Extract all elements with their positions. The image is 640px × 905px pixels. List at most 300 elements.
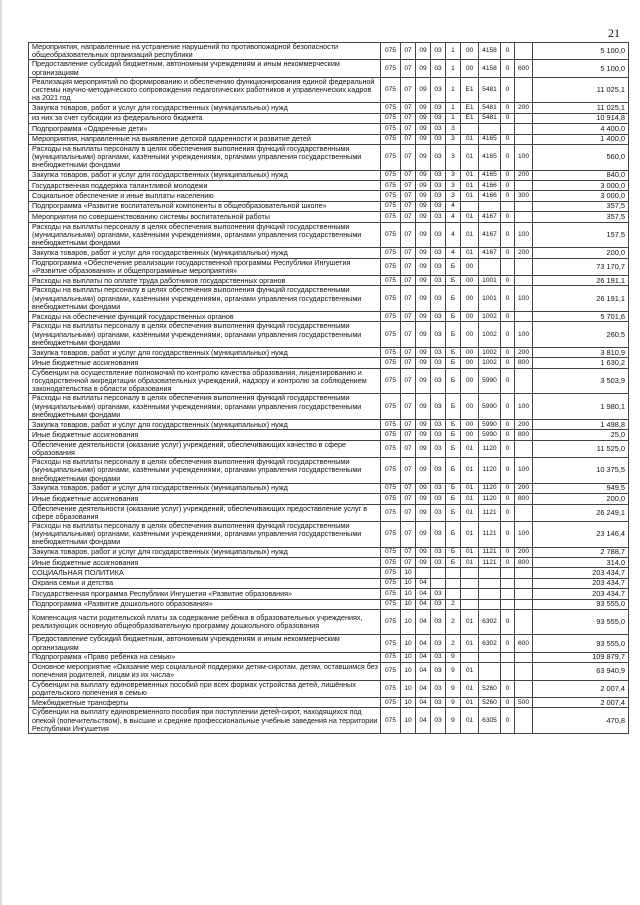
row-code: 03 <box>431 311 446 321</box>
row-code: 075 <box>381 286 401 312</box>
row-name: Государственная поддержка талантливой молодежи <box>29 180 381 190</box>
row-code: 07 <box>401 191 416 201</box>
row-code: 04 <box>416 609 431 635</box>
row-code: 075 <box>381 124 401 134</box>
row-code: 0 <box>501 504 515 521</box>
row-code: 04 <box>416 680 431 697</box>
row-code: 0 <box>501 368 515 394</box>
row-code <box>501 568 515 578</box>
row-code: 6302 <box>479 635 501 652</box>
table-row <box>29 440 629 457</box>
row-code: 09 <box>416 521 431 547</box>
row-code: Б <box>446 483 461 493</box>
row-code: 075 <box>381 394 401 420</box>
row-code: 07 <box>401 368 416 394</box>
row-code: 01 <box>461 521 479 547</box>
row-code: 07 <box>401 258 416 275</box>
row-amount: 25,0 <box>533 430 629 440</box>
row-code <box>479 124 501 134</box>
row-code: 075 <box>381 635 401 652</box>
row-code: 09 <box>416 43 431 60</box>
row-code: 04 <box>416 635 431 652</box>
row-amount: 93 555,0 <box>533 609 629 635</box>
row-code: 00 <box>461 430 479 440</box>
row-code: 4167 <box>479 212 501 222</box>
row-code: 10 <box>401 708 416 734</box>
row-code: 0 <box>501 311 515 321</box>
row-code: 01 <box>461 134 479 144</box>
row-amount: 4 400,0 <box>533 124 629 134</box>
row-code: 07 <box>401 43 416 60</box>
table-row <box>29 347 629 357</box>
table-row <box>29 609 629 635</box>
row-code: 07 <box>401 201 416 211</box>
row-name: Расходы на выплаты персоналу в целях обеспечения выполнения функций государственными (муниципальными) органами, казёнными учреждениями, органами управления государственными внебюджетными фондами <box>29 458 381 484</box>
row-code: 01 <box>461 680 479 697</box>
row-code: 10 <box>401 609 416 635</box>
table-row <box>29 483 629 493</box>
row-code <box>515 201 533 211</box>
row-code: 0 <box>501 635 515 652</box>
row-code: 03 <box>431 504 446 521</box>
row-code <box>461 578 479 588</box>
row-code <box>501 663 515 680</box>
row-code: 03 <box>431 557 446 567</box>
row-code: 10 <box>401 599 416 609</box>
row-name: Расходы на выплаты персоналу в целях обеспечения выполнения функций государственными (муниципальными) органами, казёнными учреждениями, органами управления государственными внебюджетными фондами <box>29 521 381 547</box>
row-code: 800 <box>515 430 533 440</box>
row-code: 04 <box>416 708 431 734</box>
row-code: 00 <box>461 347 479 357</box>
row-code: 800 <box>515 494 533 504</box>
row-code: 0 <box>501 43 515 60</box>
row-code: 01 <box>461 708 479 734</box>
row-amount: 1 630,2 <box>533 358 629 368</box>
row-code: 5481 <box>479 77 501 103</box>
row-code: Б <box>446 347 461 357</box>
row-code: 4 <box>446 248 461 258</box>
row-code: 04 <box>416 589 431 599</box>
table-row <box>29 124 629 134</box>
row-amount: 2 007,4 <box>533 680 629 697</box>
row-code: 0 <box>501 557 515 567</box>
row-code: 00 <box>461 311 479 321</box>
row-code <box>479 201 501 211</box>
row-code: 1120 <box>479 440 501 457</box>
row-code: 5990 <box>479 368 501 394</box>
row-code: 07 <box>401 494 416 504</box>
row-code: Б <box>446 311 461 321</box>
row-code: 0 <box>501 609 515 635</box>
row-name: Расходы на выплаты по оплате труда работников государственных органов <box>29 275 381 285</box>
row-name: Закупка товаров, работ и услуг для государственных (муниципальных) нужд <box>29 103 381 113</box>
row-code: 075 <box>381 547 401 557</box>
row-code: 100 <box>515 458 533 484</box>
row-code: 075 <box>381 60 401 77</box>
table-row <box>29 103 629 113</box>
table-row <box>29 504 629 521</box>
table-row <box>29 222 629 248</box>
row-code: 00 <box>461 322 479 348</box>
row-code: 4 <box>446 201 461 211</box>
row-code: 075 <box>381 248 401 258</box>
row-code: 0 <box>501 394 515 420</box>
row-code: 0 <box>501 191 515 201</box>
row-amount: 949,5 <box>533 483 629 493</box>
row-name: СОЦИАЛЬНАЯ ПОЛИТИКА <box>29 568 381 578</box>
row-name: Обеспечение деятельности (оказание услуг) учреждений, обеспечивающих предоставление услуг в сфере образования <box>29 504 381 521</box>
row-code: 1121 <box>479 547 501 557</box>
row-code: 09 <box>416 347 431 357</box>
row-code: 09 <box>416 440 431 457</box>
budget-table-wrapper <box>28 42 628 734</box>
page-number: 21 <box>608 26 620 40</box>
row-code: 07 <box>401 77 416 103</box>
row-code: 07 <box>401 458 416 484</box>
row-code: 075 <box>381 680 401 697</box>
row-code: Б <box>446 358 461 368</box>
row-code: Б <box>446 494 461 504</box>
row-code: 075 <box>381 134 401 144</box>
row-code <box>461 201 479 211</box>
row-code: 03 <box>431 358 446 368</box>
row-code: 04 <box>416 663 431 680</box>
budget-table-body <box>29 43 629 734</box>
row-code: 07 <box>401 212 416 222</box>
row-code <box>431 568 446 578</box>
row-code: 03 <box>431 286 446 312</box>
row-code: 075 <box>381 578 401 588</box>
row-code <box>446 578 461 588</box>
row-code: 2 <box>446 609 461 635</box>
row-name: Компенсация части родительской платы за содержание ребёнка в образовательных учреждениях, реализующих основную общеобразовательную программу дошкольного образования <box>29 609 381 635</box>
row-code: 1002 <box>479 358 501 368</box>
row-amount: 3 810,9 <box>533 347 629 357</box>
table-row <box>29 170 629 180</box>
row-code <box>431 578 446 588</box>
row-name: Расходы на выплаты персоналу в целях обеспечения выполнения функций государственными (муниципальными) органами, казёнными учреждениями, органами управления государственными внебюджетными фондами <box>29 222 381 248</box>
row-amount: 26 249,1 <box>533 504 629 521</box>
row-name: Расходы на выплаты персоналу в целях обеспечения выполнения функций государственными (муниципальными) органами, казёнными учреждениями, органами управления государственными внебюджетными фондами <box>29 144 381 170</box>
table-row <box>29 568 629 578</box>
row-code: 09 <box>416 201 431 211</box>
row-code: 1002 <box>479 311 501 321</box>
table-row <box>29 201 629 211</box>
row-code: 0 <box>501 708 515 734</box>
row-amount: 203 434,7 <box>533 568 629 578</box>
row-code: 09 <box>416 180 431 190</box>
row-name: Основное мероприятие «Оказание мер социальной поддержки детям-сиротам, детям, оставшимся без попечения родителей, лицам из их числа» <box>29 663 381 680</box>
row-code <box>515 440 533 457</box>
row-code: 075 <box>381 440 401 457</box>
row-code: 1 <box>446 113 461 123</box>
row-code <box>479 258 501 275</box>
row-code: 01 <box>461 635 479 652</box>
row-code <box>479 663 501 680</box>
row-code: 0 <box>501 180 515 190</box>
row-amount: 2 788,7 <box>533 547 629 557</box>
row-name: Расходы на обеспечение функций государственных органов <box>29 311 381 321</box>
row-code: 09 <box>416 144 431 170</box>
row-code: Б <box>446 368 461 394</box>
row-amount: 357,5 <box>533 212 629 222</box>
row-name: Закупка товаров, работ и услуг для государственных (муниципальных) нужд <box>29 170 381 180</box>
row-code: 01 <box>461 212 479 222</box>
row-name: Социальное обеспечение и иные выплаты населению <box>29 191 381 201</box>
row-code: 0 <box>501 144 515 170</box>
row-code: 01 <box>461 504 479 521</box>
row-code: 03 <box>431 258 446 275</box>
row-code: 0 <box>501 494 515 504</box>
row-code: 2 <box>446 599 461 609</box>
row-code: 075 <box>381 113 401 123</box>
row-amount: 200,0 <box>533 494 629 504</box>
row-code: 1121 <box>479 557 501 567</box>
row-code: 09 <box>416 134 431 144</box>
row-code: 0 <box>501 483 515 493</box>
row-code: 075 <box>381 201 401 211</box>
row-code: 00 <box>461 419 479 429</box>
row-code: 5481 <box>479 113 501 123</box>
row-name: Подпрограмма «Право ребёнка на семью» <box>29 652 381 662</box>
row-amount: 1 498,8 <box>533 419 629 429</box>
row-name: Закупка товаров, работ и услуг для государственных (муниципальных) нужд <box>29 547 381 557</box>
row-code: 0 <box>501 419 515 429</box>
row-amount: 63 940,9 <box>533 663 629 680</box>
row-code: 01 <box>461 494 479 504</box>
row-code: 100 <box>515 222 533 248</box>
row-code: 100 <box>515 322 533 348</box>
row-code: Б <box>446 322 461 348</box>
row-code: 0 <box>501 134 515 144</box>
row-code: 03 <box>431 43 446 60</box>
row-amount: 2 007,4 <box>533 698 629 708</box>
row-amount: 93 555,0 <box>533 635 629 652</box>
scan-edge <box>0 0 2 905</box>
row-code: 075 <box>381 589 401 599</box>
row-code: 4167 <box>479 248 501 258</box>
row-code: 00 <box>461 358 479 368</box>
row-code: 1 <box>446 43 461 60</box>
row-code: Б <box>446 521 461 547</box>
row-code: 4166 <box>479 191 501 201</box>
row-code: 07 <box>401 504 416 521</box>
row-code: 09 <box>416 124 431 134</box>
table-row <box>29 419 629 429</box>
row-code: 03 <box>431 124 446 134</box>
row-code: 075 <box>381 663 401 680</box>
row-code: 03 <box>431 609 446 635</box>
row-code: 09 <box>416 419 431 429</box>
row-name: Обеспечение деятельности (оказание услуг) учреждений, обеспечивающих качество в сфере образования <box>29 440 381 457</box>
row-code: 9 <box>446 652 461 662</box>
row-code: 03 <box>431 430 446 440</box>
row-name: Иные бюджетные ассигнования <box>29 494 381 504</box>
row-code <box>501 589 515 599</box>
row-code: 03 <box>431 103 446 113</box>
row-code: 3 <box>446 134 461 144</box>
row-code: 4158 <box>479 60 501 77</box>
row-code: 0 <box>501 358 515 368</box>
row-amount: 3 000,0 <box>533 180 629 190</box>
row-code <box>461 599 479 609</box>
row-code: 10 <box>401 578 416 588</box>
row-code: 04 <box>416 578 431 588</box>
row-name: Подпрограмма «Обеспечение реализации государственной программы Республики Ингушетия «Развитие образования» и общепрограммные мероприятия» <box>29 258 381 275</box>
row-code: 800 <box>515 358 533 368</box>
row-code <box>515 589 533 599</box>
row-code: Б <box>446 458 461 484</box>
row-code: 3 <box>446 170 461 180</box>
row-code <box>461 568 479 578</box>
row-code <box>515 609 533 635</box>
row-amount: 5 100,0 <box>533 43 629 60</box>
row-code: 07 <box>401 322 416 348</box>
budget-table <box>28 42 629 734</box>
table-row <box>29 358 629 368</box>
row-code: 0 <box>501 698 515 708</box>
row-code: 01 <box>461 191 479 201</box>
row-amount: 470,8 <box>533 708 629 734</box>
row-code: 100 <box>515 286 533 312</box>
row-code: 0 <box>501 275 515 285</box>
row-code: 01 <box>461 248 479 258</box>
table-row <box>29 77 629 103</box>
row-code: 1 <box>446 103 461 113</box>
row-code: 09 <box>416 60 431 77</box>
row-code: 1120 <box>479 483 501 493</box>
row-code: 10 <box>401 663 416 680</box>
row-code <box>446 568 461 578</box>
row-code: 075 <box>381 180 401 190</box>
row-code: 04 <box>416 599 431 609</box>
row-code: Б <box>446 275 461 285</box>
row-code: 075 <box>381 652 401 662</box>
row-code <box>501 599 515 609</box>
row-code: 09 <box>416 286 431 312</box>
row-code: 4165 <box>479 170 501 180</box>
row-code: 01 <box>461 557 479 567</box>
row-code: 01 <box>461 483 479 493</box>
row-code: 03 <box>431 322 446 348</box>
row-code: 04 <box>416 652 431 662</box>
row-code <box>461 652 479 662</box>
row-code: 1002 <box>479 347 501 357</box>
row-code: 075 <box>381 430 401 440</box>
row-code: 07 <box>401 430 416 440</box>
row-amount: 203 434,7 <box>533 589 629 599</box>
row-code: 03 <box>431 680 446 697</box>
row-code: 9 <box>446 680 461 697</box>
row-code: 075 <box>381 599 401 609</box>
row-code <box>515 275 533 285</box>
row-code: 200 <box>515 419 533 429</box>
row-name: Иные бюджетные ассигнования <box>29 557 381 567</box>
row-code: 03 <box>431 60 446 77</box>
row-name: Подпрограмма «Одаренные дети» <box>29 124 381 134</box>
row-code: 075 <box>381 43 401 60</box>
row-code: 4 <box>446 222 461 248</box>
row-code: 00 <box>461 43 479 60</box>
row-code: 09 <box>416 77 431 103</box>
table-row <box>29 663 629 680</box>
table-row <box>29 322 629 348</box>
row-code: 07 <box>401 286 416 312</box>
row-code: 09 <box>416 504 431 521</box>
row-amount: 840,0 <box>533 170 629 180</box>
row-amount: 73 170,7 <box>533 258 629 275</box>
row-code: 07 <box>401 394 416 420</box>
row-code: 00 <box>461 368 479 394</box>
table-row <box>29 589 629 599</box>
row-code: 03 <box>431 494 446 504</box>
row-code: 075 <box>381 568 401 578</box>
row-code: 0 <box>501 60 515 77</box>
row-name: Предоставление субсидий бюджетным, автономным учреждениям и иным некоммерческим организациям <box>29 60 381 77</box>
row-code: 03 <box>431 663 446 680</box>
row-code: 0 <box>501 547 515 557</box>
row-code: 09 <box>416 483 431 493</box>
row-code: 01 <box>461 144 479 170</box>
row-code <box>461 124 479 134</box>
row-code: 075 <box>381 557 401 567</box>
row-amount: 26 191,1 <box>533 275 629 285</box>
row-name: Субвенции на осуществление полномочий по контролю качества образования, лицензированию и государственной аккредитации образовательных учреждений, надзору и контролю за соблюдением законодательства в области образования <box>29 368 381 394</box>
row-code: 0 <box>501 430 515 440</box>
row-code: 09 <box>416 212 431 222</box>
row-code: 03 <box>431 599 446 609</box>
row-code: 03 <box>431 698 446 708</box>
row-code <box>515 113 533 123</box>
row-code: 07 <box>401 557 416 567</box>
row-code: 09 <box>416 394 431 420</box>
row-code: 07 <box>401 311 416 321</box>
row-code: Б <box>446 419 461 429</box>
row-code: Б <box>446 286 461 312</box>
row-code: 00 <box>461 275 479 285</box>
row-code <box>416 568 431 578</box>
row-amount: 200,0 <box>533 248 629 258</box>
row-code: 03 <box>431 212 446 222</box>
row-code: E1 <box>461 77 479 103</box>
row-code: 03 <box>431 547 446 557</box>
row-name: Мероприятия по совершенствованию системы воспитательной работы <box>29 212 381 222</box>
row-code: 200 <box>515 547 533 557</box>
table-row <box>29 43 629 60</box>
row-code: 09 <box>416 258 431 275</box>
row-code: 09 <box>416 275 431 285</box>
table-row <box>29 458 629 484</box>
row-code <box>501 201 515 211</box>
row-name: Субвенции на выплату единовременных пособий при всех формах устройства детей, лишённых родительского попечения в семью <box>29 680 381 697</box>
table-row <box>29 368 629 394</box>
row-code: 09 <box>416 222 431 248</box>
row-code: Б <box>446 440 461 457</box>
row-code: 09 <box>416 358 431 368</box>
table-row <box>29 113 629 123</box>
table-row <box>29 557 629 567</box>
row-amount: 93 555,0 <box>533 599 629 609</box>
row-code <box>501 124 515 134</box>
table-row <box>29 680 629 697</box>
row-code: 00 <box>461 286 479 312</box>
row-code: 075 <box>381 275 401 285</box>
row-code: 5990 <box>479 430 501 440</box>
row-name: Закупка товаров, работ и услуг для государственных (муниципальных) нужд <box>29 248 381 258</box>
row-code: 075 <box>381 103 401 113</box>
row-code <box>446 589 461 599</box>
row-code <box>515 258 533 275</box>
